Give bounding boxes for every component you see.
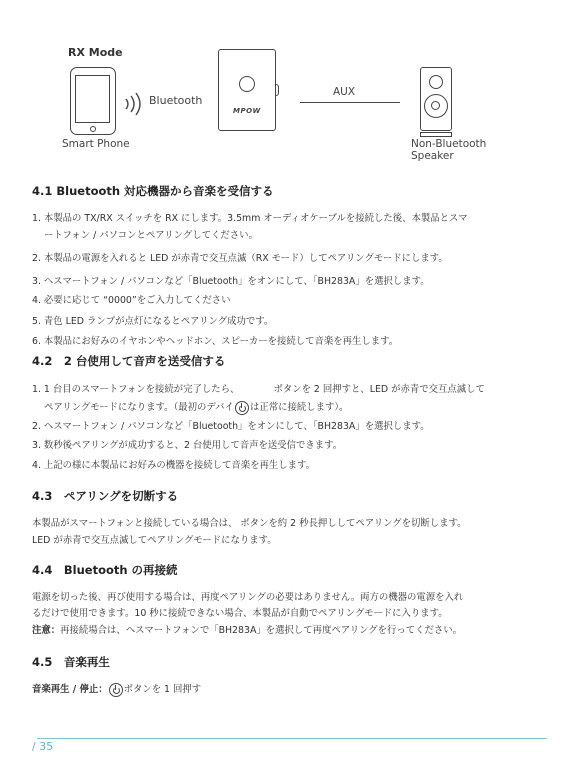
speaker-icon	[420, 67, 452, 131]
speaker-label: Non-Bluetooth Speaker	[411, 138, 487, 162]
mode-label: RX Mode	[68, 46, 123, 59]
s44-line-2: るだけで使用できます。10 秒に接続できない場合、本製品が自動でペアリングモードに入ります。	[32, 608, 448, 619]
section-4-3-title: 4.3 ペアリングを切断する	[32, 489, 179, 503]
s42-item-2: 2. ヘスマートフォン / パソコンなど「Bluetooth」をオンにして、「BH283A」を選択します。	[32, 421, 430, 432]
s41-item-1b: ートフォン / パソコンとペアリングしてください。	[44, 230, 258, 241]
power-icon	[235, 401, 249, 415]
power-button-icon	[239, 76, 255, 92]
s41-item-1a: 1. 本製品の TX/RX スイッチを RX にします。3.5mm オーディオケーブルを接続した後、本製品とスマ	[32, 213, 468, 224]
s41-item-3: 3. ヘスマートフォン / パソコンなど「Bluetooth」をオンにして、「BH283A」を選択します。	[32, 276, 430, 287]
section-4-1-title: 4.1 Bluetooth 対応機器から音楽を受信する	[32, 184, 274, 198]
s41-item-2: 2. 本製品の電源を入れると LED が赤青で交互点滅（RX モード）してペアリングモードにします。	[32, 253, 448, 264]
section-4-2-title: 4.2 2 台使用して音声を送受信する	[32, 354, 226, 368]
aux-cable-line	[300, 102, 400, 103]
s42-item-3: 3. 数秒後ペアリングが成功すると、2 台使用して音声を送受信できます。	[32, 440, 343, 451]
power-icon	[109, 683, 123, 697]
s42-item-1a: 1. 1 台目のスマートフォンを接続が完了したら、 ボタンを 2 回押すと、LED が赤青で交互点滅して	[32, 384, 485, 395]
s41-item-4: 4. 必要に応じて “0000”をご入力してください	[32, 295, 231, 306]
s43-line-2: LED が赤青で交互点滅してペアリングモードになります。	[32, 535, 277, 546]
section-4-4-title: 4.4 Bluetooth の再接続	[32, 563, 178, 577]
page-number: / 35	[32, 740, 54, 753]
s43-line-1: 本製品がスマートフォンと接続している場合は、 ボタンを約 2 秒長押ししてペアリングを切断します。	[32, 518, 467, 529]
s41-item-6: 6. 本製品にお好みのイヤホンやヘッドホン、スピーカーを接続して音楽を再生します。	[32, 336, 399, 347]
footer-rule	[37, 738, 547, 739]
smartphone-icon	[70, 67, 116, 135]
smart-phone-label: Smart Phone	[62, 138, 130, 150]
s44-line-1: 電源を切った後、再び使用する場合は、再度ペアリングの必要はありません。両方の機器の電源を入れ	[32, 592, 464, 603]
bluetooth-label: Bluetooth	[149, 94, 203, 107]
s44-note: 注意：再接続場合は、ヘスマートフォンで「BH283A」を選択して再度ペアリングを行ってください。	[32, 625, 463, 636]
s42-item-4: 4. 上記の様に本製品にお好みの機器を接続して音楽を再生します。	[32, 460, 316, 471]
s45-line: 音楽再生 / 停止： ボタンを 1 回押す	[32, 684, 202, 695]
section-4-5-title: 4.5 音楽再生	[32, 655, 110, 669]
aux-label: AUX	[333, 86, 356, 98]
s42-item-1b: ペアリングモードになります。（最初のデバイ は正常に接続します）。	[44, 402, 349, 413]
bluetooth-waves-icon	[122, 91, 148, 117]
brand-logo: MPOW	[233, 107, 261, 115]
device-icon	[218, 49, 276, 131]
s41-item-5: 5. 青色 LED ランプが点灯になるとペアリング成功です。	[32, 316, 274, 327]
